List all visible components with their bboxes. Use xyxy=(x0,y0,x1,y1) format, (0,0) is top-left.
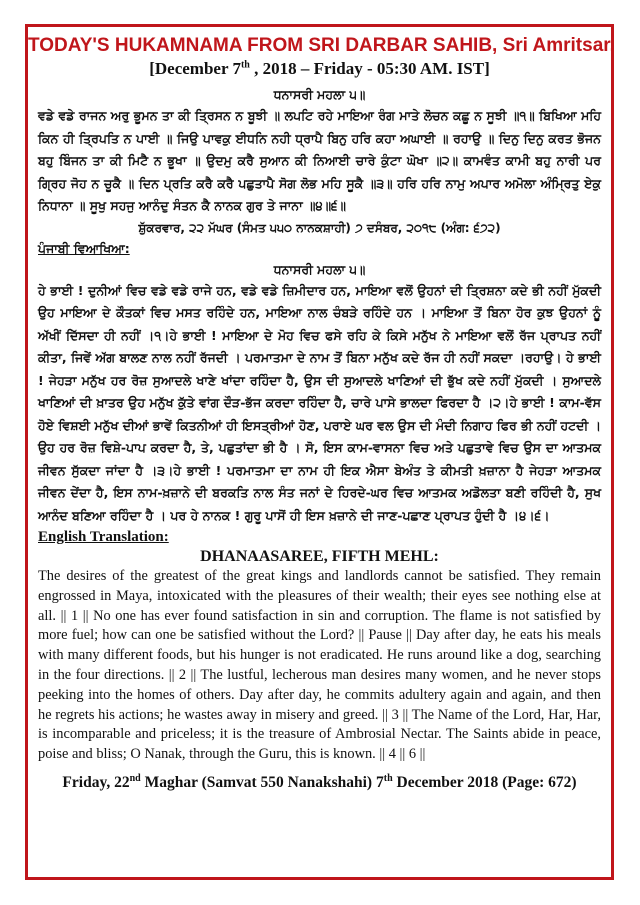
footer-prefix: Friday, 22 xyxy=(62,774,130,792)
page-title: TODAY'S HUKAMNAMA FROM SRI DARBAR SAHIB, Sri Amritsar. xyxy=(28,35,615,56)
date-suffix: , 2018 – Friday - 05:30 AM. IST] xyxy=(249,59,490,78)
hukamnama-page xyxy=(25,24,614,880)
english-translation-text: The desires of the greatest of the great kings and landlords cannot be satisfied. They remain engrossed in Maya, intoxicated with the pleasures of their wealth; their eyes see nothing else at all. || 1 || No one has ever found satisfaction in sin and corruption. The flame is not satisfied by more fuel; how can one be satisfied without the Lord? || Pause || Day after day, he eats his meals with many different foods, but his hunger is not eradicated. He runs around like a dog, searching in the four directions. || 2 || The lustful, lecherous man desires many women, and he never stops peeking into the homes of others. Day after day, he commits adultery again and again, and then he regrets his actions; he wastes away in misery and greed. || 3 || The Name of the Lord, Har, Har, is incomparable and priceless; it is the treasure of Ambrosial Nectar. The Saints abide in peace, poise and bliss; O Nanak, through the Guru, this is known. || 4 || 6 || xyxy=(38,568,601,763)
hukamnama-text: ਵਡੇ ਵਡੇ ਰਾਜਨ ਅਰੁ ਭੂਮਨ ਤਾ ਕੀ ਤ੍ਰਿਸਨ ਨ ਬੂਝੀ ॥ ਲਪਟਿ ਰਹੇ ਮਾਇਆ ਰੰਗ ਮਾਤੇ ਲੋਚਨ ਕਛੂ ਨ ਸੂਝੀ ॥੧॥ ਬਿਖਿਆ ਮਹਿ ਕਿਨ ਹੀ ਤ੍ਰਿਪਤਿ ਨ ਪਾਈ ॥ ਜਿਉ ਪਾਵਕੁ ਈਧਨਿ ਨਹੀ ਧ੍ਰਾਪੈ ਬਿਨੁ ਹਰਿ ਕਹਾ ਅਘਾਈ ॥ ਰਹਾਉ ॥ ਦਿਨੁ ਦਿਨੁ ਕਰਤ ਭੋਜਨ ਬਹੁ ਬਿੰਜਨ ਤਾ ਕੀ ਮਿਟੈ ਨ ਭੂਖਾ ॥ ਉਦਮੁ ਕਰੈ ਸੁਆਨ ਕੀ ਨਿਆਈ ਚਾਰੇ ਕੁੰਟਾ ਘੋਖਾ ॥੨॥ ਕਾਮਵੰਤ ਕਾਮੀ ਬਹੁ ਨਾਰੀ ਪਰ ਗ੍ਰਿਹ ਜੋਹ ਨ ਚੂਕੈ ॥ ਦਿਨ ਪ੍ਰਤਿ ਕਰੈ ਕਰੈ ਪਛੁਤਾਪੈ ਸੋਗ ਲੋਭ ਮਹਿ ਸੂਕੈ ॥੩॥ ਹਰਿ ਹਰਿ ਨਾਮੁ ਅਪਾਰ ਅਮੋਲਾ ਅੰਮ੍ਰਿਤੁ ਏਕੁ ਨਿਧਾਨਾ ॥ ਸੂਖੁ ਸਹਜੁ ਆਨੰਦੁ ਸੰਤਨ ਕੈ ਨਾਨਕ ਗੁਰ ਤੇ ਜਾਨਾ ॥੪॥੬॥ xyxy=(38,108,601,213)
date-ordinal: th xyxy=(240,59,250,71)
punjabi-raag: ਧਨਾਸਰੀ ਮਹਲਾ ੫॥ xyxy=(273,261,366,277)
english-heading: DHANAASAREE, FIFTH MEHL: xyxy=(200,548,439,565)
footer-ordinal-2: th xyxy=(383,772,393,784)
english-translation-label: English Translation: xyxy=(38,529,169,545)
date-prefix: [December 7 xyxy=(149,59,241,78)
date-time-line xyxy=(28,59,611,79)
footer-middle: Maghar (Samvat 550 Nanakshahi) 7 xyxy=(140,774,384,792)
footer-date-line xyxy=(28,773,611,792)
hukamnama-date-punjabi: ਸ਼ੁੱਕਰਵਾਰ, ੨੨ ਮੱਘਰ (ਸੰਮਤ ੫੫੦ ਨਾਨਕਸ਼ਾਹੀ) ੭ ਦਸੰਬਰ, ੨੦੧੮ (ਅੰਗ: ੬੭੨) xyxy=(138,220,501,235)
hukamnama-raag: ਧਨਾਸਰੀ ਮਹਲਾ ੫॥ xyxy=(273,87,366,102)
footer-ordinal-1: nd xyxy=(129,772,141,784)
punjabi-explanation-label: ਪੰਜਾਬੀ ਵਿਆਖਿਆ: xyxy=(38,240,130,256)
footer-suffix: December 2018 (Page: 672) xyxy=(392,774,577,792)
punjabi-explanation-text: ਹੇ ਭਾਈ ! ਦੁਨੀਆਂ ਵਿਚ ਵਡੇ ਵਡੇ ਰਾਜੇ ਹਨ, ਵਡੇ ਵਡੇ ਜ਼ਿਮੀਦਾਰ ਹਨ, ਮਾਇਆ ਵਲੋਂ ਉਹਨਾਂ ਦੀ ਤ੍ਰਿਸ਼ਨਾ ਕਦੇ ਭੀ ਨਹੀਂ ਮੁੱਕਦੀ ਉਹ ਮਾਇਆ ਦੇ ਕੌਤਕਾਂ ਵਿਚ ਮਸਤ ਰਹਿੰਦੇ ਹਨ, ਮਾਇਆ ਨਾਲ ਚੰਬੜੇ ਰਹਿੰਦੇ ਹਨ । ਮਾਇਆ ਤੋਂ ਬਿਨਾ ਹੋਰ ਕੁਝ ਉਹਨਾਂ ਨੂੰ ਅੱਖੀਂ ਦਿੱਸਦਾ ਹੀ ਨਹੀਂ ।੧।ਹੇ ਭਾਈ ! ਮਾਇਆ ਦੇ ਮੋਹ ਵਿਚ ਫਸੇ ਰਹਿ ਕੇ ਕਿਸੇ ਮਨੁੱਖ ਨੇ ਮਾਇਆ ਵਲੋਂ ਰੱਜ ਪ੍ਰਾਪਤ ਨਹੀਂ ਕੀਤਾ, ਜਿਵੇਂ ਅੱਗ ਬਾਲਣ ਨਾਲ ਨਹੀਂ ਰੱਜਦੀ । ਪਰਮਾਤਮਾ ਦੇ ਨਾਮ ਤੋਂ ਬਿਨਾ ਮਨੁੱਖ ਕਦੇ ਰੱਜ ਹੀ ਨਹੀਂ ਸਕਦਾ ।ਰਹਾਉ। ਹੇ ਭਾਈ ! ਜੇਹੜਾ ਮਨੁੱਖ ਹਰ ਰੋਜ਼ ਸੁਆਦਲੇ ਖਾਣੇ ਖਾਂਦਾ ਰਹਿੰਦਾ ਹੈ, ਉਸ ਦੀ ਸੁਆਦਲੇ ਖਾਣਿਆਂ ਦੀ ਭੁੱਖ ਕਦੇ ਨਹੀਂ ਮੁੱਕਦੀ । ਸੁਆਦਲੇ ਖਾਣਿਆਂ ਦੀ ਖ਼ਾਤਰ ਉਹ ਮਨੁੱਖ ਕੁੱਤੇ ਵਾਂਗ ਦੌੜ-ਭੱਜ ਕਰਦਾ ਰਹਿੰਦਾ ਹੈ, ਚਾਰੇ ਪਾਸੇ ਭਾਲਦਾ ਫਿਰਦਾ ਹੈ ।੨।ਹੇ ਭਾਈ ! ਕਾਮ-ਵੱਸ ਹੋਏ ਵਿਸ਼ਈ ਮਨੁੱਖ ਦੀਆਂ ਭਾਵੇਂ ਕਿਤਨੀਆਂ ਹੀ ਇਸਤ੍ਰੀਆਂ ਹੋਣ, ਪਰਾਏ ਘਰ ਵਲ ਉਸ ਦੀ ਮੰਦੀ ਨਿਗਾਹ ਫਿਰ ਭੀ ਨਹੀਂ ਹਟਦੀ । ਉਹ ਹਰ ਰੋਜ਼ ਵਿਸ਼ੇ-ਪਾਪ ਕਰਦਾ ਹੈ, ਤੇ, ਪਛੁਤਾਂਦਾ ਭੀ ਹੈ । ਸੋ, ਇਸ ਕਾਮ-ਵਾਸਨਾ ਵਿਚ ਅਤੇ ਪਛੁਤਾਵੇ ਵਿਚ ਉਸ ਦਾ ਆਤਮਕ ਜੀਵਨ ਸੁੱਕਦਾ ਜਾਂਦਾ ਹੈ ।੩।ਹੇ ਭਾਈ ! ਪਰਮਾਤਮਾ ਦਾ ਨਾਮ ਹੀ ਇਕ ਐਸਾ ਬੇਅੰਤ ਤੇ ਕੀਮਤੀ ਖ਼ਜ਼ਾਨਾ ਹੈ ਜੇਹੜਾ ਆਤਮਕ ਜੀਵਨ ਦੇਂਦਾ ਹੈ, ਇਸ ਨਾਮ-ਖ਼ਜ਼ਾਨੇ ਦੀ ਬਰਕਤਿ ਨਾਲ ਸੰਤ ਜਨਾਂ ਦੇ ਹਿਰਦੇ-ਘਰ ਵਿਚ ਆਤਮਕ ਅਡੋਲਤਾ ਬਣੀ ਰਹਿੰਦੀ ਹੈ, ਸੁਖ ਆਨੰਦ ਬਣਿਆ ਰਹਿੰਦਾ ਹੈ । ਪਰ ਹੇ ਨਾਨਕ ! ਗੁਰੂ ਪਾਸੋਂ ਹੀ ਇਸ ਖ਼ਜ਼ਾਨੇ ਦੀ ਜਾਣ-ਪਛਾਣ ਪ੍ਰਾਪਤ ਹੁੰਦੀ ਹੈ ।੪।੬। xyxy=(38,282,601,523)
